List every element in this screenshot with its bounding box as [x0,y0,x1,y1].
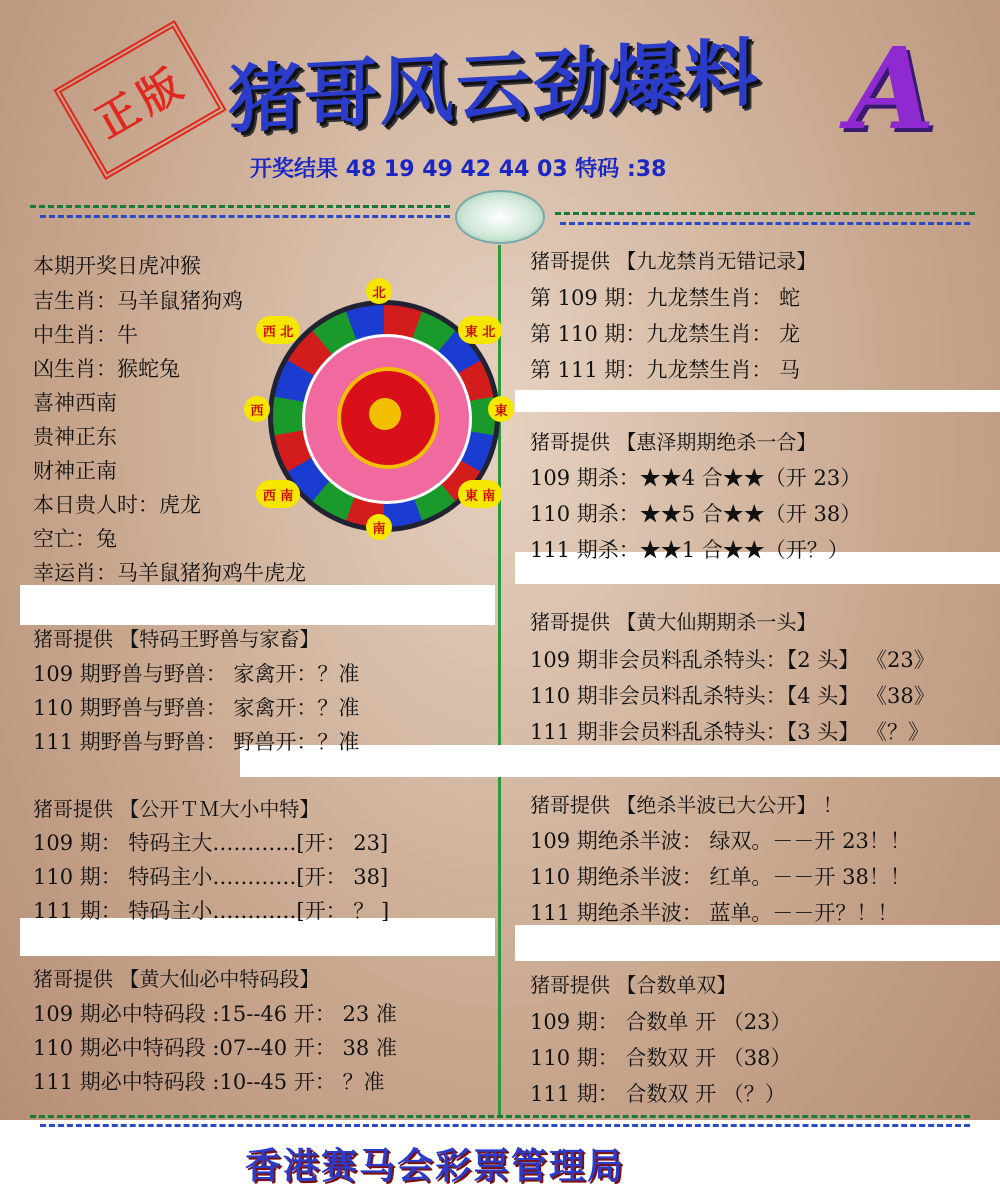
panel-strip [20,585,495,625]
direction-northwest: 西 北 [256,316,300,344]
section-heading: 猪哥提供 【九龙禁肖无错记录】 [530,249,817,273]
section-heading: 猪哥提供 【特码王野兽与家畜】 [33,627,320,651]
section-line: 111 期杀：★★1 合★★（开？） [530,538,849,562]
almanac-line: 幸运肖：马羊鼠猪狗鸡牛虎龙 [33,561,306,585]
section-line: 109 期非会员料乱杀特头：【2 头】 《23》 [530,648,935,672]
section-heading: 猪哥提供 【黄大仙期期杀一头】 [530,610,817,634]
section-line: 109 期： 合数单 开 （23） [530,1010,792,1034]
section-line: 110 期杀：★★5 合★★（开 38） [530,502,862,526]
section-line: 111 期： 特码主小…………[开： ？ ] [33,899,390,923]
footer-text: 香港赛马会彩票管理局 [245,1146,626,1187]
section-line: 111 期绝杀半波： 蓝单。－－开？！！ [530,901,899,925]
almanac-line: 吉生肖：马羊鼠猪狗鸡 [33,289,243,313]
section-heading: 猪哥提供 【绝杀半波已大公开】 ！ [530,793,843,817]
section-line: 110 期绝杀半波： 红单。－－开 38！！ [530,865,911,889]
section-heading: 猪哥提供 【公开ＴＭ大小中特】 [33,797,320,821]
page-title: 猪哥风云劲爆料 [228,30,760,144]
section-line: 110 期必中特码段 :07--40 开： 38 准 [33,1036,397,1060]
draw-result: 开奖结果 48 19 49 42 44 03 特码 :38 [250,157,667,182]
panel-strip [515,390,1000,412]
bagua-emblem [455,190,545,244]
almanac-line: 财神正南 [33,459,117,483]
section-line: 110 期非会员料乱杀特头：【4 头】 《38》 [530,684,935,708]
divider-right-2 [560,222,970,229]
divider-left-2 [40,215,450,222]
bottom-divider-2 [40,1124,970,1131]
section-line: 111 期必中特码段 :10--45 开： ？准 [33,1070,385,1094]
section-line: 110 期野兽与野兽： 家禽开：？准 [33,696,360,720]
bottom-divider [30,1115,970,1122]
direction-southwest: 西 南 [256,480,300,508]
panel-strip [515,925,1000,961]
section-line: 第 110 期：九龙禁生肖： 龙 [530,322,801,346]
section-line: 109 期必中特码段 :15--46 开： 23 准 [33,1002,397,1026]
section-line: 110 期： 合数双 开 （38） [530,1046,792,1070]
almanac-line: 空亡：兔 [33,527,117,551]
section-line: 第 111 期：九龙禁生肖： 马 [530,358,801,382]
wheel-hub [369,398,401,430]
section-heading: 猪哥提供 【惠泽期期绝杀一合】 [530,430,817,454]
divider-right [555,212,975,219]
section-heading: 猪哥提供 【合数单双】 [530,973,737,997]
section-line: 第 109 期：九龙禁生肖： 蛇 [530,286,801,310]
almanac-line: 喜神西南 [33,391,117,415]
section-line: 109 期杀：★★4 合★★（开 23） [530,466,862,490]
almanac-line: 本日贵人时：虎龙 [33,493,201,517]
section-line: 111 期野兽与野兽： 野兽开：？准 [33,730,360,754]
section-line: 109 期： 特码主大…………[开： 23] [33,831,389,855]
section-line: 111 期： 合数双 开 （？） [530,1082,786,1106]
direction-east: 東 [488,396,514,422]
section-line: 109 期野兽与野兽： 家禽开：？准 [33,662,360,686]
center-divider [498,245,501,1115]
direction-southeast: 東 南 [458,480,502,508]
edition-letter: A [848,24,935,155]
authentic-stamp: 正版 [53,20,226,180]
almanac-line: 本期开奖日虎冲猴 [33,254,201,278]
divider-left [30,205,450,212]
section-line: 111 期非会员料乱杀特头：【3 头】 《？》 [530,720,929,744]
direction-north: 北 [366,278,392,304]
section-line: 110 期： 特码主小…………[开： 38] [33,865,389,889]
direction-west: 西 [244,396,270,422]
almanac-line: 凶生肖：猴蛇兔 [33,357,180,381]
direction-northeast: 東 北 [458,316,502,344]
almanac-line: 贵神正东 [33,425,117,449]
almanac-line: 中生肖：牛 [33,323,138,347]
section-heading: 猪哥提供 【黄大仙必中特码段】 [33,967,320,991]
section-line: 109 期绝杀半波： 绿双。－－开 23！！ [530,829,911,853]
direction-south: 南 [366,514,392,540]
